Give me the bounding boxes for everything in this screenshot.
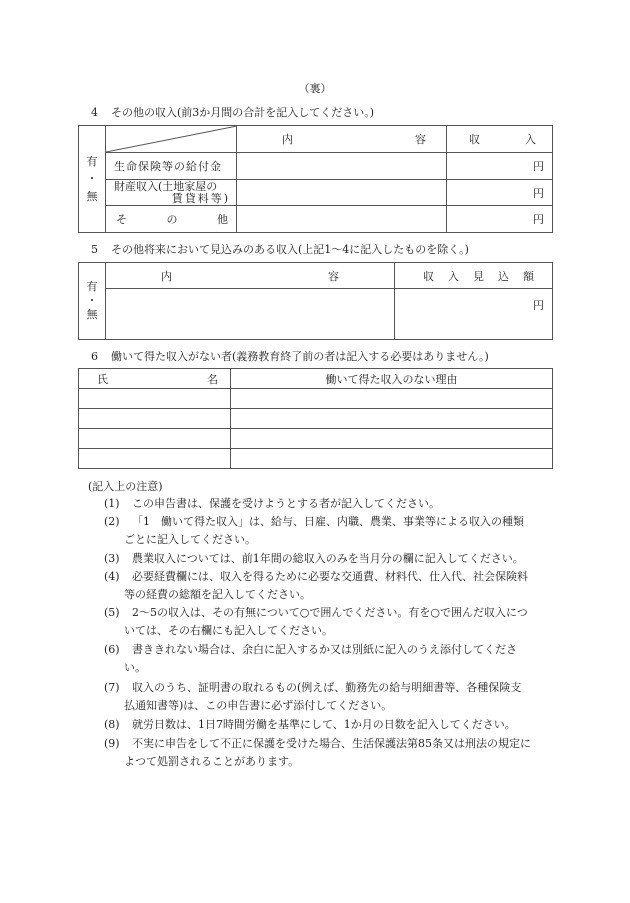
- header-char: 見: [473, 269, 484, 283]
- section-6-title: 働いて得た収入がない者(義務教育終了前の者は記入する必要はありません。): [111, 350, 489, 363]
- note-item: [104, 641, 554, 677]
- yes-option[interactable]: 有: [86, 154, 98, 168]
- label-line: 賃貸料等): [171, 191, 230, 205]
- yes-no-selector[interactable]: [79, 263, 106, 340]
- name-field[interactable]: [79, 409, 231, 429]
- note-text: 必要経費欄には、収入を得るために必要な交通費、材料代、仕入代、社会保険料: [132, 570, 528, 583]
- section-4-number: 4: [91, 106, 98, 119]
- section-5-heading: [91, 241, 469, 257]
- no-option[interactable]: 無: [86, 308, 98, 321]
- header-char: 容: [328, 269, 339, 283]
- section-4-title: その他の収入(前3か月間の合計を記入してください。): [111, 106, 375, 119]
- section-6-number: 6: [91, 350, 98, 363]
- row-label-other: [106, 206, 237, 233]
- label-char: 他: [217, 213, 228, 226]
- note-item: [104, 550, 554, 568]
- section-5-title: その他将来において見込みのある収入(上記1～4に記入したものを除く。): [111, 243, 469, 256]
- note-number: (9): [104, 737, 120, 750]
- header-char: 収: [423, 269, 434, 283]
- note-text: 2～5の収入は、その有無について○で囲んでください。有を○で囲んだ収入につ: [132, 606, 528, 619]
- note-text: 「1 働いて得た収入」は、給与、日雇、内職、農業、事業等による収入の種類: [132, 515, 524, 528]
- diagonal-line-icon: [106, 126, 237, 153]
- header-char: 名: [207, 372, 218, 386]
- name-field[interactable]: [79, 429, 231, 449]
- yen-unit: 円: [533, 213, 544, 226]
- reason-field[interactable]: [231, 389, 553, 409]
- content-field[interactable]: [237, 153, 447, 180]
- section-5-number: 5: [91, 243, 98, 256]
- table-row: [79, 449, 553, 469]
- label-char: そ: [116, 213, 127, 226]
- note-item: [104, 568, 554, 604]
- table-row: [79, 389, 553, 409]
- yen-unit: 円: [533, 299, 544, 312]
- header-char: 内: [282, 133, 293, 146]
- note-text: この申告書は、保護を受けようとする者が記入してください。: [132, 497, 440, 510]
- reason-field[interactable]: [231, 429, 553, 449]
- table-row: [79, 289, 553, 340]
- header-char: 入: [525, 133, 536, 146]
- note-number: (2): [104, 515, 120, 528]
- expected-income-table: [78, 262, 553, 340]
- other-income-table: [78, 125, 553, 233]
- notes-heading: (記入上の注意): [88, 480, 163, 493]
- row-label-property-income: [106, 180, 237, 206]
- note-text: 不実に申告をして不正に保護を受けた場合、生活保護法第85条又は刑法の規定に: [132, 737, 531, 750]
- header-char: 額: [523, 269, 534, 283]
- note-item: [104, 679, 554, 715]
- note-number: (6): [104, 643, 120, 656]
- table-row: [79, 409, 553, 429]
- header-char: 込: [498, 269, 509, 283]
- note-number: (5): [104, 606, 120, 619]
- note-text: いては、その右欄にも記入してください。: [124, 624, 333, 637]
- note-text: い。: [124, 661, 146, 674]
- note-item: [104, 495, 554, 513]
- name-field[interactable]: [79, 449, 231, 469]
- section-6-heading: [91, 348, 489, 364]
- amount-field[interactable]: [447, 206, 553, 233]
- table-row: [79, 429, 553, 449]
- amount-field[interactable]: [395, 289, 553, 340]
- note-item: [104, 604, 554, 640]
- note-text: 就労日数は、1日7時間労働を基準にして、1か月の日数を記入してください。: [132, 718, 516, 731]
- separator-dot: ・: [86, 294, 98, 307]
- no-earned-income-table: [78, 368, 553, 469]
- note-text: 払通知書等)は、この申告書に必ず添付してください。: [124, 699, 393, 712]
- no-option[interactable]: 無: [86, 190, 98, 203]
- note-text: よつて処罰されることがあります。: [124, 755, 300, 768]
- yes-no-selector[interactable]: [79, 126, 106, 233]
- row-label-life-insurance: 生命保険等の給付金: [106, 153, 237, 180]
- content-field[interactable]: [106, 289, 395, 340]
- header-char: 収: [469, 133, 480, 146]
- reason-field[interactable]: [231, 449, 553, 469]
- note-text: ごとに記入してください。: [124, 533, 256, 546]
- header-char: 内: [161, 269, 172, 283]
- yen-unit: 円: [533, 186, 544, 200]
- label-char: の: [166, 213, 178, 226]
- note-number: (7): [104, 681, 120, 694]
- page-title: （裏）: [298, 82, 332, 95]
- header-char: 容: [415, 133, 426, 146]
- content-field[interactable]: [237, 206, 447, 233]
- note-text: 収入のうち、証明書の取れるもの(例えば、勤務先の給与明細書等、各種保険支: [132, 681, 522, 694]
- amount-field[interactable]: [447, 180, 553, 206]
- table-row: [79, 206, 553, 233]
- diagonal-header-cell: [106, 126, 237, 153]
- note-number: (3): [104, 552, 120, 565]
- table-row: [79, 153, 553, 180]
- name-header: [79, 369, 231, 389]
- yes-option[interactable]: 有: [86, 280, 98, 293]
- content-header: [237, 126, 447, 153]
- note-item: [104, 735, 554, 771]
- content-field[interactable]: [237, 180, 447, 206]
- yen-unit: 円: [533, 160, 544, 173]
- note-text: 等の経費の総額を記入してください。: [124, 588, 311, 601]
- table-row: [79, 180, 553, 206]
- note-number: (8): [104, 718, 120, 731]
- note-item: [104, 513, 554, 549]
- section-4-heading: [91, 104, 374, 120]
- income-header: [447, 126, 553, 153]
- note-item: [104, 716, 554, 734]
- reason-header: 働いて得た収入のない理由: [231, 369, 553, 389]
- note-text: 農業収入については、前1年間の総収入のみを当月分の欄に記入してください。: [132, 552, 524, 565]
- note-number: (4): [104, 570, 120, 583]
- content-header: [106, 263, 395, 289]
- header-char: 入: [448, 269, 459, 283]
- name-field[interactable]: [79, 389, 231, 409]
- expected-amount-header: [395, 263, 553, 289]
- note-text: 書ききれない場合は、余白に記入するか又は別紙に記入のうえ添付してくださ: [132, 643, 517, 656]
- separator-dot: ・: [86, 172, 98, 185]
- label-line: 財産収入(土地家屋の: [114, 179, 218, 193]
- reason-field[interactable]: [231, 409, 553, 429]
- note-number: (1): [104, 497, 120, 510]
- header-char: 氏: [97, 372, 108, 386]
- amount-field[interactable]: [447, 153, 553, 180]
